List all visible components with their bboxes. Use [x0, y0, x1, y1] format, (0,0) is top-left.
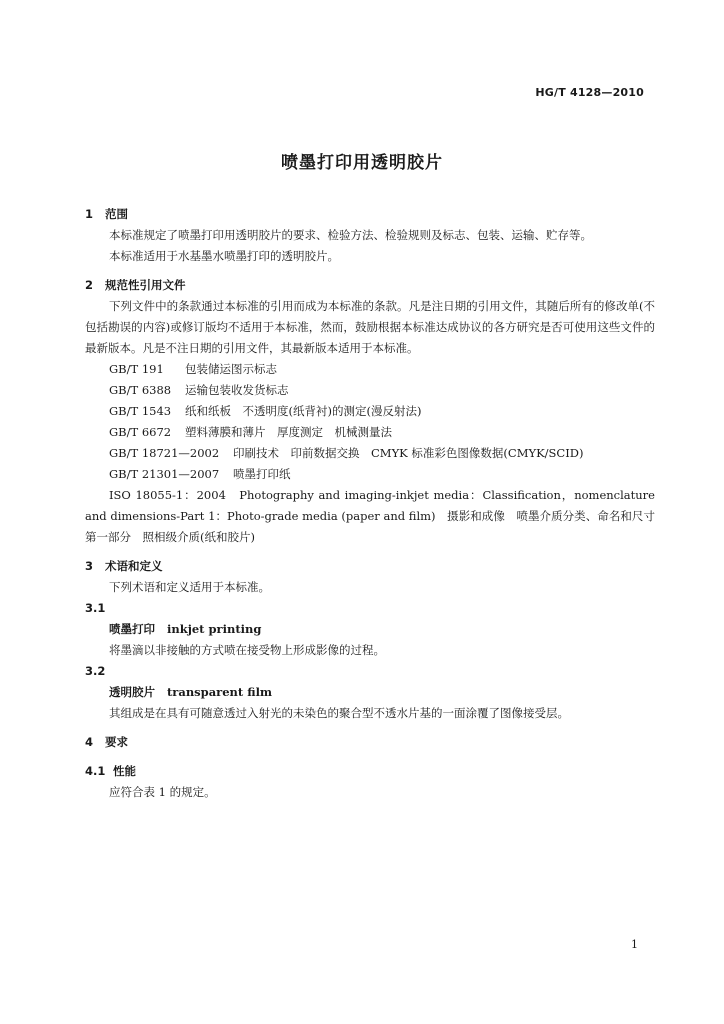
- reference-code: GB/T 21301—2007: [109, 467, 220, 481]
- reference-item: [85, 359, 655, 380]
- term-3-2-number: 3.2: [85, 664, 106, 678]
- section-title: 范围: [105, 207, 128, 221]
- reference-title: 塑料薄膜和薄片 厚度测定 机械测量法: [185, 425, 392, 439]
- reference-item: [85, 380, 655, 401]
- reference-item: [85, 401, 655, 422]
- term-3-1-definition: 将墨滴以非接触的方式喷在接受物上形成影像的过程。: [109, 643, 385, 657]
- section-title: 术语和定义: [105, 559, 163, 573]
- reference-code: GB/T 18721—2002: [109, 446, 220, 460]
- reference-code: GB/T 6388: [109, 383, 172, 397]
- subsection-title: 性能: [113, 764, 136, 778]
- section-2-heading: [85, 275, 655, 296]
- section-1-heading: [85, 204, 655, 225]
- reference-title: 喷墨打印纸: [233, 467, 291, 481]
- reference-title: 印刷技术 印前数据交换 CMYK 标准彩色图像数据(CMYK/SCID): [233, 446, 584, 460]
- subsection-4-1-heading: [85, 761, 655, 782]
- reference-item: [85, 422, 655, 443]
- section-number: 3: [85, 559, 94, 573]
- section-4-heading: [85, 732, 655, 753]
- reference-title: 包装储运图示标志: [185, 362, 277, 376]
- page-number: 1: [631, 938, 638, 951]
- term-3-2-definition: 其组成是在具有可随意透过入射光的未染色的聚合型不透水片基的一面涂覆了图像接受层。: [109, 706, 569, 720]
- subsection-4-1-paragraph: 应符合表 1 的规定。: [109, 785, 216, 799]
- term-english: inkjet printing: [167, 622, 262, 636]
- term-chinese: 透明胶片: [109, 685, 155, 699]
- reference-code: GB/T 1543: [109, 404, 172, 418]
- section-3-heading: [85, 556, 655, 577]
- section-title: 要求: [105, 735, 128, 749]
- term-3-2-name: [85, 682, 655, 703]
- term-chinese: 喷墨打印: [109, 622, 155, 636]
- section-2-paragraph-1: 下列文件中的条款通过本标准的引用而成为本标准的条款。凡是注日期的引用文件，其随后所有的修改单(不包括勘误的内容)或修订版均不适用于本标准，然而，鼓励根据本标准达成协议的各方研究是否可使用这些文件的最新版本。凡是不注日期的引用文件，其最新版本适用于本标准。: [85, 299, 655, 355]
- reference-title: 运输包装收发货标志: [185, 383, 289, 397]
- section-1-paragraph-2: 本标准适用于水基墨水喷墨打印的透明胶片。: [109, 249, 339, 263]
- subsection-number: 4.1: [85, 764, 106, 778]
- reference-title: 纸和纸板 不透明度(纸背衬)的测定(漫反射法): [185, 404, 422, 418]
- section-number: 4: [85, 735, 94, 749]
- standard-code: HG/T 4128—2010: [535, 86, 644, 99]
- reference-code: GB/T 191: [109, 362, 164, 376]
- section-number: 1: [85, 207, 94, 221]
- section-1-paragraph-1: 本标准规定了喷墨打印用透明胶片的要求、检验方法、检验规则及标志、包装、运输、贮存等。: [109, 228, 592, 242]
- document-title: 喷墨打印用透明胶片: [281, 153, 443, 173]
- reference-item: [85, 443, 655, 464]
- reference-code: GB/T 6672: [109, 425, 172, 439]
- term-english: transparent film: [167, 685, 273, 699]
- section-number: 2: [85, 278, 94, 292]
- section-title: 规范性引用文件: [105, 278, 186, 292]
- term-3-1-number: 3.1: [85, 601, 106, 615]
- section-3-paragraph-1: 下列术语和定义适用于本标准。: [109, 580, 270, 594]
- reference-item: [85, 464, 655, 485]
- term-3-1-name: [85, 619, 655, 640]
- iso-reference: ISO 18055-1：2004 Photography and imaging-inkjet media：Classification，nomenclature and dimensions-Part 1：Photo-grade media (paper and film) 摄影和成像 喷墨介质分类、命名和尺寸 第一部分 照相级介质(纸和胶片): [85, 488, 667, 544]
- document-body: [85, 204, 667, 803]
